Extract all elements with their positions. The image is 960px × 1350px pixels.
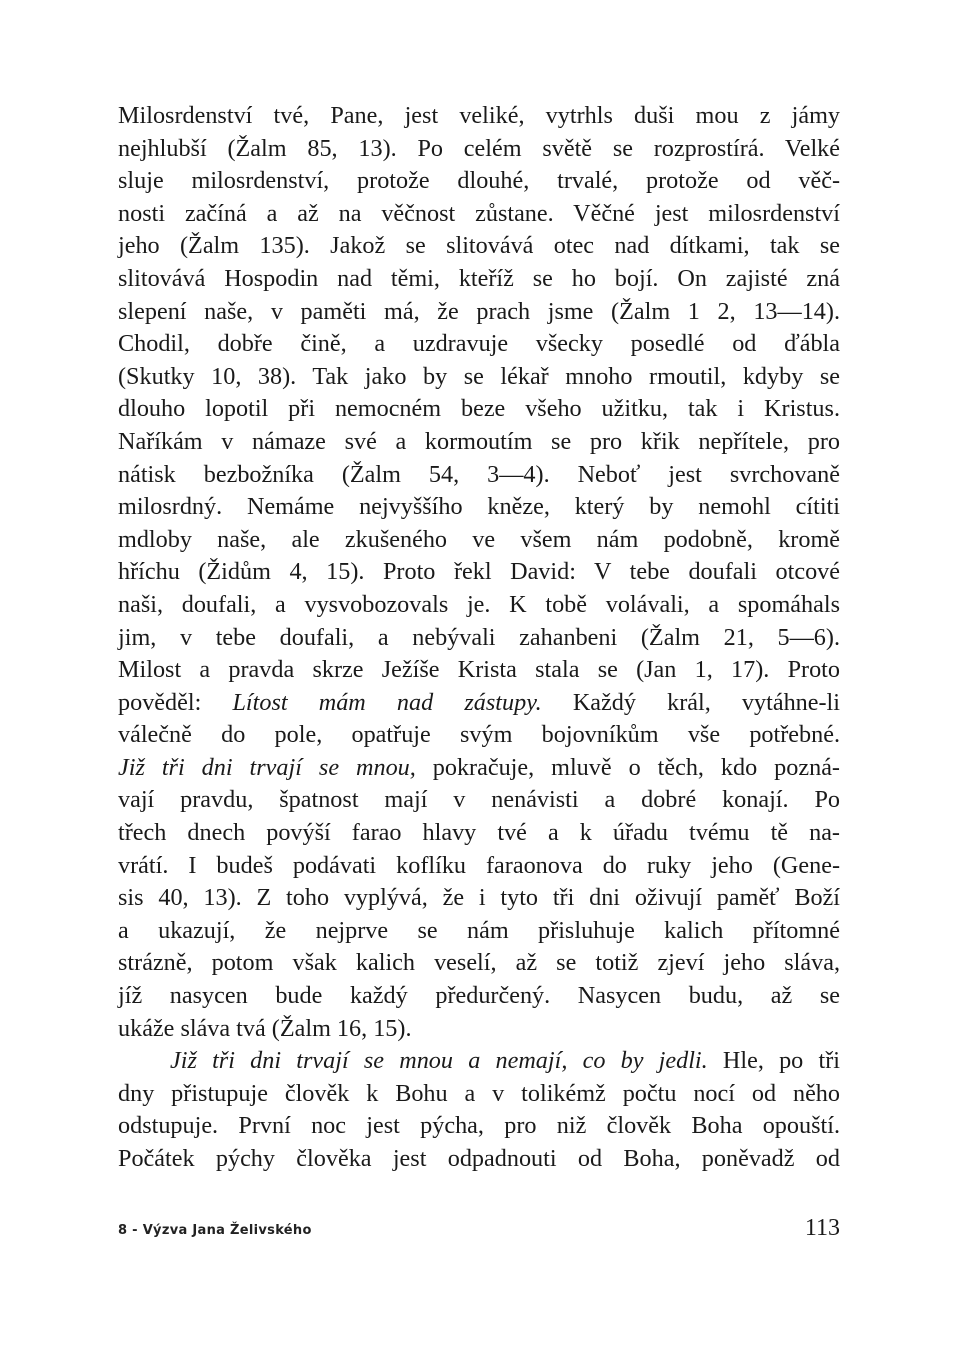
text-segment: pověděl: [118, 688, 233, 716]
text-segment: odstupuje. První noc jest pýcha, pro niž člověk Boha opouští. [118, 1112, 840, 1140]
text-line [118, 752, 840, 785]
text-line [118, 393, 840, 426]
text-segment: pokračuje, mluvě o těch, kdo pozná- [415, 753, 840, 781]
text-segment: jeho (Žalm 135). Jakož se slitovává otec nad dítkami, tak se [118, 232, 840, 260]
text-segment: dlouho lopotil při nemocném beze všeho užitku, tak i Kristus. [118, 395, 840, 423]
text-segment: nátisk bezbožníka (Žalm 54, 3—4). Neboť jest svrchovaně [118, 460, 840, 488]
italic-quote: Lítost mám nad zástupy. [232, 688, 542, 716]
text-segment: dny přistupuje člověk k Bohu a v tolikémž počtu nocí od něho [118, 1079, 840, 1107]
text-line [118, 719, 840, 752]
paragraph [118, 1045, 840, 1175]
text-segment: hříchu (Židům 4, 15). Proto řekl David: V tebe doufali otcové [118, 558, 840, 586]
text-line [118, 165, 840, 198]
text-line [118, 100, 840, 133]
text-segment: a ukazují, že nejprve se nám přisluhuje kalich přítomné [118, 916, 840, 944]
text-segment: jim, v tebe doufali, a nebývali zahanbeni (Žalm 21, 5—6). [118, 623, 840, 651]
text-segment: naši, doufali, a vysvobozovals je. K tobě volávali, a spomáhals [118, 590, 840, 618]
text-line [118, 882, 840, 915]
text-line [118, 784, 840, 817]
text-segment: slitovává Hospodin nad těmi, kteříž se ho bojí. On zajisté zná [118, 264, 840, 292]
text-line [118, 491, 840, 524]
text-segment: jíž nasycen bude každý předurčený. Nasycen budu, až se [118, 982, 840, 1010]
text-line [118, 589, 840, 622]
paragraph [118, 100, 840, 1045]
text-line [118, 296, 840, 329]
text-line [118, 1143, 840, 1176]
text-segment: třech dnech povýší farao hlavy tvé a k úřadu tvému tě na- [118, 819, 840, 847]
page-footer [118, 1215, 840, 1255]
text-segment: nejhlubší (Žalm 85, 13). Po celém světě se rozprostírá. Velké [118, 134, 840, 162]
text-line [118, 524, 840, 557]
text-line [118, 1045, 840, 1078]
text-line [118, 622, 840, 655]
text-line [118, 426, 840, 459]
text-line [118, 459, 840, 492]
text-segment: vají pravdu, špatnost mají v nenávisti a dobré konají. Po [118, 786, 840, 814]
text-segment: Naříkám v námaze své a kormoutím se pro křik nepřítele, pro [118, 427, 840, 455]
text-segment: slepení naše, v paměti má, že prach jsme (Žalm 1 2, 13—14). [118, 297, 840, 325]
text-line [118, 947, 840, 980]
text-line [118, 654, 840, 687]
text-line [118, 556, 840, 589]
text-segment: sis 40, 13). Z toho vyplývá, že i tyto tři dni oživují paměť Boží [118, 884, 840, 912]
text-segment: Milost a pravda skrze Ježíše Krista stala se (Jan 1, 17). Proto [118, 656, 840, 684]
page-number: 113 [804, 1215, 840, 1241]
text-segment: (Skutky 10, 38). Tak jako by se lékař mnoho rmoutil, kdyby se [118, 362, 840, 390]
text-segment: mdloby naše, ale zkušeného ve všem nám podobně, kromě [118, 525, 840, 553]
text-line [118, 230, 840, 263]
text-segment: Milosrdenství tvé, Pane, jest veliké, vytrhls duši mou z jámy [118, 102, 840, 129]
text-segment: válečně do pole, opatřuje svým bojovníkům vše potřebné. [118, 721, 840, 749]
text-segment: milosrdný. Nemáme nejvyššího kněze, který by nemohl cítiti [118, 493, 840, 521]
text-line [118, 687, 840, 720]
text-line [118, 1013, 840, 1046]
text-segment: strázně, potom však kalich veselí, až se totiž zjeví jeho sláva, [118, 949, 840, 977]
italic-quote: Již tři dni trvají se mnou, [118, 753, 416, 781]
text-segment: nosti začíná a až na věčnost zůstane. Věčné jest milosrdenství [118, 199, 840, 227]
text-segment: vrátí. I budeš podávati koflíku faraonova do ruky jeho (Gene- [118, 851, 840, 879]
text-line [118, 198, 840, 231]
text-line [118, 817, 840, 850]
body-text [118, 100, 840, 1176]
text-line [118, 1110, 840, 1143]
text-line [118, 133, 840, 166]
text-segment: sluje milosrdenství, protože dlouhé, trvalé, protože od věč- [118, 167, 840, 195]
text-line [118, 980, 840, 1013]
text-line [118, 1078, 840, 1111]
printer-signature: 8 - Výzva Jana Želivského [118, 1223, 312, 1238]
text-line [118, 328, 840, 361]
text-segment: Chodil, dobře čině, a uzdravuje všecky posedlé od ďábla [118, 330, 840, 358]
text-line [118, 915, 840, 948]
text-line [118, 361, 840, 394]
text-line [118, 850, 840, 883]
italic-quote: Již tři dni trvají se mnou a nemají, co by jedli. [170, 1047, 708, 1075]
text-segment: Každý král, vytáhne-li [541, 688, 840, 716]
text-segment: Hle, po tři [707, 1047, 840, 1075]
text-line [118, 263, 840, 296]
text-segment: ukáže sláva tvá (Žalm 16, 15). [118, 1014, 412, 1042]
text-segment: Počátek pýchy člověka jest odpadnouti od Boha, poněvadž od [118, 1145, 840, 1172]
